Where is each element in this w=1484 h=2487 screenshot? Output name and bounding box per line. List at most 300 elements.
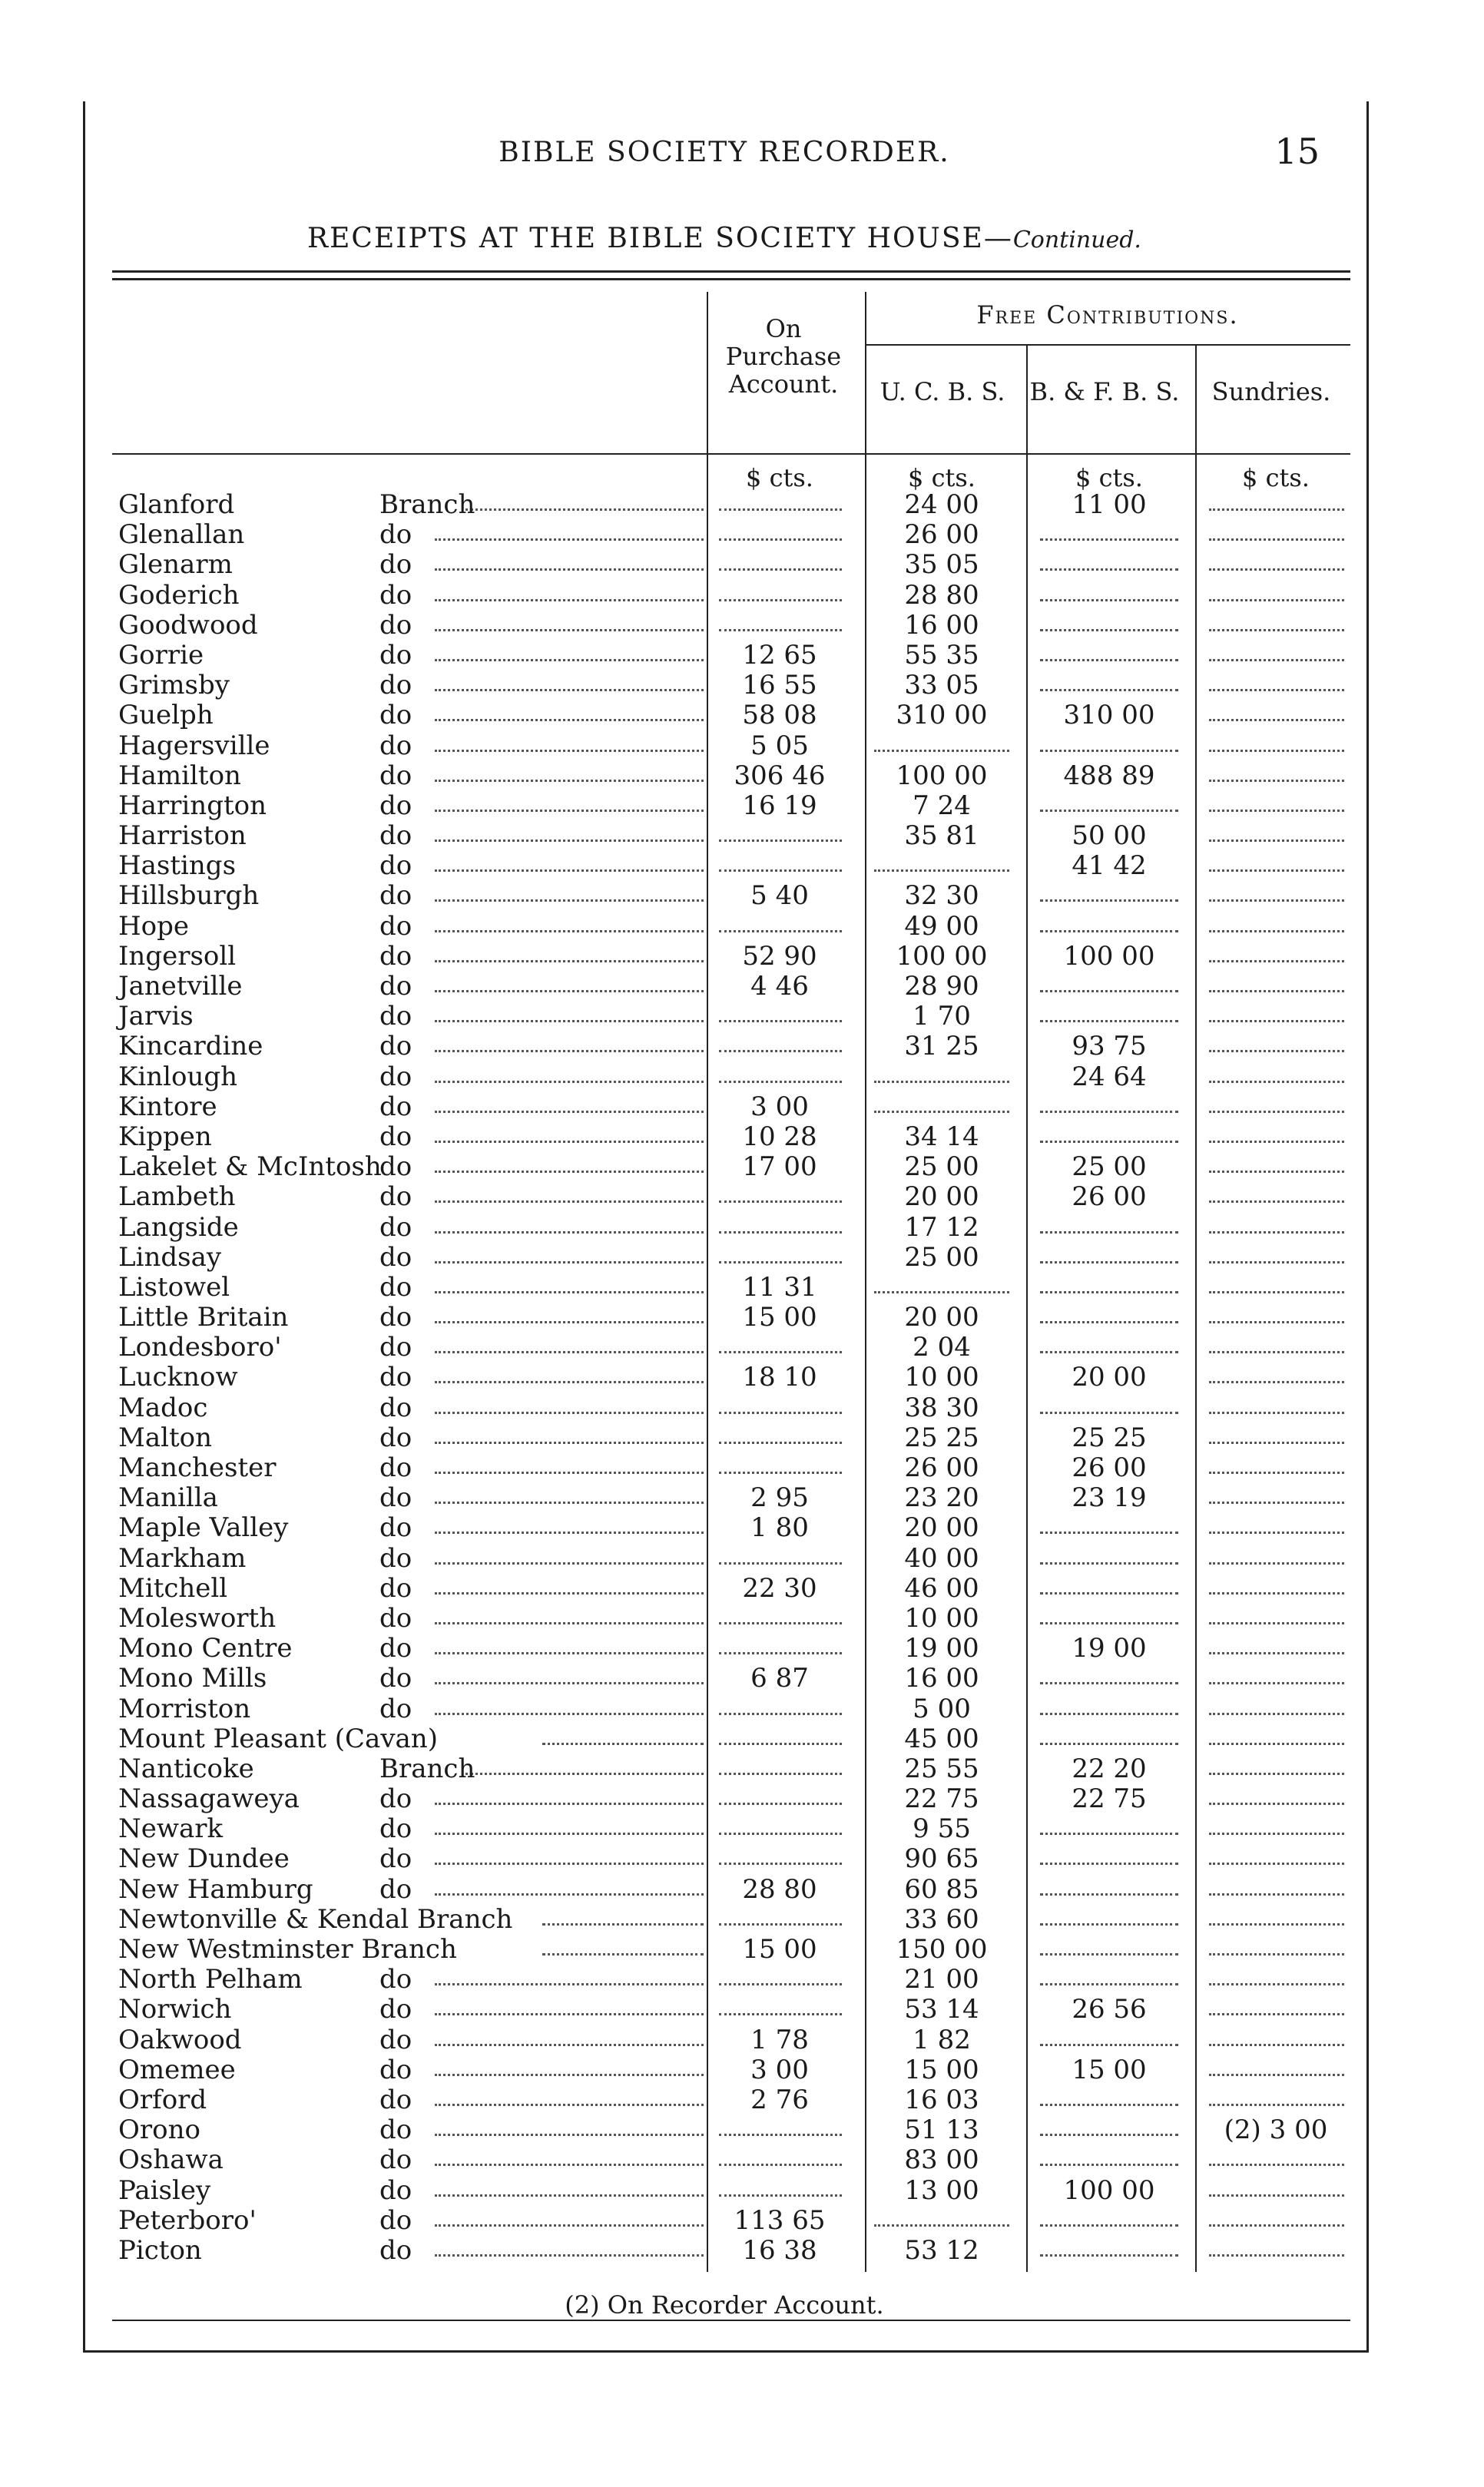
dot-leader bbox=[435, 1682, 704, 1684]
row-name: Goderich bbox=[118, 579, 240, 611]
dot-leader bbox=[1209, 780, 1344, 782]
table-row bbox=[112, 1213, 1350, 1243]
row-bfbs: 25 00 bbox=[1072, 1151, 1147, 1183]
row-purchase: 11 31 bbox=[742, 1271, 817, 1303]
dot-leader bbox=[435, 1381, 704, 1383]
dot-leader bbox=[1209, 930, 1344, 932]
row-branch: do bbox=[379, 1061, 412, 1092]
dot-leader bbox=[719, 1923, 842, 1926]
row-name: Manilla bbox=[118, 1482, 218, 1514]
header-purchase: On Purchase Account. bbox=[725, 314, 842, 399]
row-bfbs: 93 75 bbox=[1072, 1031, 1147, 1062]
row-branch: do bbox=[379, 1512, 412, 1544]
dot-leader bbox=[1040, 2044, 1178, 2046]
table-row bbox=[112, 1303, 1350, 1333]
dot-leader bbox=[1209, 719, 1344, 721]
row-branch: do bbox=[379, 1241, 412, 1273]
dot-leader bbox=[435, 1291, 704, 1293]
dot-leader bbox=[1209, 1081, 1344, 1083]
dot-leader bbox=[719, 1803, 842, 1805]
row-ucbs: 19 00 bbox=[904, 1633, 979, 1664]
row-name: Hastings bbox=[118, 850, 237, 882]
dot-leader bbox=[1040, 1833, 1178, 1835]
row-branch: do bbox=[379, 1843, 412, 1875]
row-branch: do bbox=[379, 910, 412, 942]
row-bfbs: 488 89 bbox=[1063, 760, 1155, 791]
dot-leader bbox=[719, 599, 842, 601]
dot-leader bbox=[435, 990, 704, 992]
row-name: Omemee bbox=[118, 2054, 236, 2085]
dot-leader bbox=[1209, 1622, 1344, 1624]
dot-leader bbox=[1209, 2254, 1344, 2257]
row-branch: do bbox=[379, 519, 412, 551]
row-branch: do bbox=[379, 1633, 412, 1664]
table-row bbox=[112, 2236, 1350, 2266]
dot-leader bbox=[1209, 1050, 1344, 1052]
dot-leader bbox=[435, 1020, 704, 1022]
units-purchase: $ cts. bbox=[746, 463, 813, 492]
dot-leader bbox=[1040, 599, 1178, 601]
row-branch: do bbox=[379, 1964, 412, 1995]
row-purchase: 15 00 bbox=[742, 1302, 817, 1333]
table-rule-bottom bbox=[112, 2320, 1350, 2321]
dot-leader bbox=[1040, 659, 1178, 661]
table-row bbox=[112, 641, 1350, 671]
row-branch: do bbox=[379, 609, 412, 641]
row-name: Peterboro' bbox=[118, 2204, 257, 2236]
dot-leader bbox=[1209, 1713, 1344, 1715]
dot-leader bbox=[435, 1893, 704, 1896]
row-ucbs: 25 55 bbox=[904, 1753, 979, 1784]
dot-leader bbox=[1209, 1983, 1344, 1985]
dot-leader bbox=[1040, 629, 1178, 631]
row-name: Oakwood bbox=[118, 2024, 242, 2055]
table-row bbox=[112, 1814, 1350, 1844]
row-ucbs: 1 82 bbox=[913, 2024, 971, 2055]
dot-leader bbox=[719, 629, 842, 631]
dot-leader bbox=[1040, 1412, 1178, 1414]
dot-leader bbox=[435, 899, 704, 902]
row-bfbs: 50 00 bbox=[1072, 820, 1147, 852]
dot-leader bbox=[435, 599, 704, 601]
row-name: Maple Valley bbox=[118, 1512, 289, 1544]
dot-leader bbox=[435, 1833, 704, 1835]
dot-leader bbox=[1209, 750, 1344, 752]
row-ucbs: 15 00 bbox=[904, 2054, 979, 2085]
row-ucbs: 49 00 bbox=[904, 910, 979, 942]
dot-leader bbox=[1040, 1682, 1178, 1684]
row-name: Kincardine bbox=[118, 1031, 263, 1062]
table-row bbox=[112, 1604, 1350, 1634]
dot-leader bbox=[435, 1141, 704, 1143]
row-bfbs: 19 00 bbox=[1072, 1633, 1147, 1664]
row-name: New Westminster Branch bbox=[118, 1934, 457, 1965]
row-purchase: 18 10 bbox=[742, 1362, 817, 1393]
dot-leader bbox=[719, 1412, 842, 1414]
table-row bbox=[112, 1574, 1350, 1604]
dot-leader bbox=[1209, 2164, 1344, 2166]
header-rule-top-double bbox=[112, 278, 1350, 280]
row-bfbs: 41 42 bbox=[1072, 850, 1147, 882]
row-purchase: 2 95 bbox=[750, 1482, 809, 1514]
row-branch: do bbox=[379, 670, 412, 701]
dot-leader bbox=[435, 1081, 704, 1083]
dot-leader bbox=[1040, 810, 1178, 812]
row-ucbs: 55 35 bbox=[904, 639, 979, 671]
dot-leader bbox=[1209, 1652, 1344, 1654]
dot-leader bbox=[719, 1833, 842, 1835]
row-name: Glanford bbox=[118, 489, 235, 520]
header-bfbs: B. & F. B. S. bbox=[1029, 377, 1180, 406]
row-branch: do bbox=[379, 1001, 412, 1032]
dot-leader bbox=[1040, 2104, 1178, 2106]
dot-leader bbox=[435, 1803, 704, 1805]
table-row bbox=[112, 1784, 1350, 1814]
dot-leader bbox=[1209, 1231, 1344, 1234]
row-ucbs: 16 03 bbox=[904, 2084, 979, 2115]
table-row bbox=[112, 1092, 1350, 1122]
dot-leader bbox=[435, 1171, 704, 1173]
row-ucbs: 35 05 bbox=[904, 549, 979, 581]
row-branch: do bbox=[379, 1392, 412, 1423]
row-ucbs: 32 30 bbox=[904, 880, 979, 912]
row-purchase: 28 80 bbox=[742, 1873, 817, 1905]
row-branch: do bbox=[379, 1091, 412, 1122]
dot-leader bbox=[1040, 689, 1178, 691]
dot-leader bbox=[435, 1713, 704, 1715]
table-row bbox=[112, 1664, 1350, 1694]
dot-leader bbox=[719, 1983, 842, 1985]
row-purchase: 17 00 bbox=[742, 1151, 817, 1183]
row-ucbs: 53 12 bbox=[904, 2234, 979, 2266]
dot-leader bbox=[1209, 659, 1344, 661]
dot-leader bbox=[719, 1472, 842, 1474]
dot-leader bbox=[1040, 1261, 1178, 1263]
row-ucbs: 20 00 bbox=[904, 1181, 979, 1213]
row-name: Kippen bbox=[118, 1121, 212, 1152]
dot-leader bbox=[1209, 839, 1344, 842]
row-ucbs: 2 04 bbox=[913, 1332, 971, 1363]
table-row bbox=[112, 1483, 1350, 1513]
row-bfbs: 26 56 bbox=[1072, 1994, 1147, 2025]
dot-leader bbox=[1209, 1111, 1344, 1113]
dot-leader bbox=[435, 1502, 704, 1504]
dot-leader bbox=[1040, 990, 1178, 992]
row-ucbs: 28 90 bbox=[904, 971, 979, 1002]
row-purchase: 5 40 bbox=[750, 880, 809, 912]
dot-leader bbox=[1209, 538, 1344, 541]
row-name: Little Britain bbox=[118, 1302, 289, 1333]
row-branch: do bbox=[379, 639, 412, 671]
dot-leader bbox=[1209, 1442, 1344, 1444]
row-name: Morriston bbox=[118, 1693, 251, 1724]
row-name: Gorrie bbox=[118, 639, 204, 671]
row-branch: do bbox=[379, 579, 412, 611]
row-branch: do bbox=[379, 2174, 412, 2206]
row-purchase: 10 28 bbox=[742, 1121, 817, 1152]
dot-leader bbox=[435, 1321, 704, 1323]
table-row bbox=[112, 2055, 1350, 2085]
table-row bbox=[112, 520, 1350, 550]
row-purchase: 1 80 bbox=[750, 1512, 809, 1544]
dot-leader bbox=[435, 2134, 704, 2136]
row-bfbs: 100 00 bbox=[1063, 940, 1155, 972]
dot-leader bbox=[1040, 1923, 1178, 1926]
dot-leader bbox=[719, 839, 842, 842]
row-ucbs: 100 00 bbox=[896, 760, 988, 791]
dot-leader bbox=[1209, 1682, 1344, 1684]
table-row bbox=[112, 671, 1350, 700]
receipts-table bbox=[112, 490, 1350, 2266]
dot-leader bbox=[542, 1743, 704, 1745]
row-branch: do bbox=[379, 1663, 412, 1694]
running-head bbox=[83, 131, 1366, 184]
row-purchase: 3 00 bbox=[750, 2054, 809, 2085]
row-branch: do bbox=[379, 940, 412, 972]
row-name: Markham bbox=[118, 1542, 247, 1574]
row-purchase: 12 65 bbox=[742, 639, 817, 671]
dot-leader bbox=[874, 1081, 1009, 1083]
row-branch: do bbox=[379, 549, 412, 581]
dot-leader bbox=[1209, 960, 1344, 962]
row-branch: do bbox=[379, 1813, 412, 1845]
dot-leader bbox=[719, 568, 842, 571]
row-purchase: 16 55 bbox=[742, 670, 817, 701]
row-name: Molesworth bbox=[118, 1602, 277, 1634]
table-row bbox=[112, 1754, 1350, 1784]
row-ucbs: 33 60 bbox=[904, 1903, 979, 1935]
table-row bbox=[112, 1905, 1350, 1935]
dot-leader bbox=[435, 659, 704, 661]
row-name: Hagersville bbox=[118, 730, 270, 761]
table-row bbox=[112, 1273, 1350, 1303]
dot-leader bbox=[1209, 1562, 1344, 1565]
row-name: Nassagaweya bbox=[118, 1783, 300, 1815]
row-branch: do bbox=[379, 850, 412, 882]
row-ucbs: 40 00 bbox=[904, 1542, 979, 1574]
dot-leader bbox=[542, 1953, 704, 1955]
dot-leader bbox=[435, 780, 704, 782]
row-name: Malton bbox=[118, 1422, 212, 1453]
table-row bbox=[112, 1844, 1350, 1874]
dot-leader bbox=[719, 1652, 842, 1654]
dot-leader bbox=[874, 869, 1009, 872]
dot-leader bbox=[1040, 1562, 1178, 1565]
row-name: Lambeth bbox=[118, 1181, 236, 1213]
dot-leader bbox=[719, 1562, 842, 1565]
dot-leader bbox=[435, 1442, 704, 1444]
table-row bbox=[112, 2176, 1350, 2206]
dot-leader bbox=[435, 869, 704, 872]
dot-leader bbox=[1209, 2013, 1344, 2015]
dot-leader bbox=[1040, 2164, 1178, 2166]
dot-leader bbox=[435, 1863, 704, 1865]
row-branch: do bbox=[379, 1422, 412, 1453]
dot-leader bbox=[1040, 1231, 1178, 1234]
dot-leader bbox=[435, 689, 704, 691]
dot-leader bbox=[719, 1743, 842, 1745]
dot-leader bbox=[1040, 1291, 1178, 1293]
dot-leader bbox=[719, 1200, 842, 1203]
dot-leader bbox=[719, 1863, 842, 1865]
dot-leader bbox=[435, 810, 704, 812]
dot-leader bbox=[435, 538, 704, 541]
dot-leader bbox=[1209, 1412, 1344, 1414]
row-purchase: 15 00 bbox=[742, 1934, 817, 1965]
dot-leader bbox=[874, 750, 1009, 752]
dot-leader bbox=[1209, 1472, 1344, 1474]
row-branch: do bbox=[379, 1302, 412, 1333]
row-branch: do bbox=[379, 1873, 412, 1905]
row-branch: do bbox=[379, 1211, 412, 1243]
section-title-continued: Continued. bbox=[1012, 227, 1141, 253]
row-name: Grimsby bbox=[118, 670, 230, 701]
row-ucbs: 51 13 bbox=[904, 2114, 979, 2146]
dot-leader bbox=[435, 1412, 704, 1414]
row-ucbs: 25 25 bbox=[904, 1422, 979, 1453]
dot-leader bbox=[719, 930, 842, 932]
row-branch: do bbox=[379, 2144, 412, 2176]
row-name: Mitchell bbox=[118, 1572, 228, 1604]
row-ucbs: 22 75 bbox=[904, 1783, 979, 1815]
dot-leader bbox=[1209, 2104, 1344, 2106]
row-ucbs: 60 85 bbox=[904, 1873, 979, 1905]
dot-leader bbox=[1209, 1592, 1344, 1595]
row-branch: Branch bbox=[379, 489, 475, 520]
table-row bbox=[112, 791, 1350, 821]
dot-leader bbox=[435, 1261, 704, 1263]
dot-leader bbox=[1209, 1291, 1344, 1293]
row-bfbs: 23 19 bbox=[1072, 1482, 1147, 1514]
row-bfbs: 100 00 bbox=[1063, 2174, 1155, 2206]
row-name: Goodwood bbox=[118, 609, 258, 641]
row-name: Paisley bbox=[118, 2174, 211, 2206]
row-name: Kinlough bbox=[118, 1061, 238, 1092]
table-row bbox=[112, 2115, 1350, 2145]
dot-leader bbox=[719, 1050, 842, 1052]
table-row bbox=[112, 581, 1350, 611]
dot-leader bbox=[1040, 2134, 1178, 2136]
row-branch: do bbox=[379, 971, 412, 1002]
table-row bbox=[112, 700, 1350, 730]
row-purchase: 6 87 bbox=[750, 1663, 809, 1694]
row-branch: do bbox=[379, 1332, 412, 1363]
row-branch: do bbox=[379, 1271, 412, 1303]
table-row bbox=[112, 912, 1350, 942]
row-name: North Pelham bbox=[118, 1964, 303, 1995]
table-row bbox=[112, 1995, 1350, 2025]
row-branch: do bbox=[379, 820, 412, 852]
footnote: (2) On Recorder Account. bbox=[565, 2290, 884, 2320]
row-name: Harriston bbox=[118, 820, 247, 852]
row-branch: do bbox=[379, 1121, 412, 1152]
dot-leader bbox=[1209, 1171, 1344, 1173]
dot-leader bbox=[435, 1231, 704, 1234]
table-row bbox=[112, 851, 1350, 881]
table-row bbox=[112, 1423, 1350, 1453]
row-name: New Hamburg bbox=[118, 1873, 313, 1905]
dot-leader bbox=[1209, 1141, 1344, 1143]
row-ucbs: 38 30 bbox=[904, 1392, 979, 1423]
row-ucbs: 21 00 bbox=[904, 1964, 979, 1995]
dot-leader bbox=[1040, 1321, 1178, 1323]
dot-leader bbox=[1209, 1502, 1344, 1504]
row-ucbs: 83 00 bbox=[904, 2144, 979, 2176]
row-branch: do bbox=[379, 1181, 412, 1213]
dot-leader bbox=[719, 1713, 842, 1715]
section-title bbox=[83, 223, 1366, 254]
row-bfbs: 26 00 bbox=[1072, 1181, 1147, 1213]
row-branch: do bbox=[379, 2204, 412, 2236]
dot-leader bbox=[1209, 1261, 1344, 1263]
row-purchase: 2 76 bbox=[750, 2084, 809, 2115]
dot-leader bbox=[1209, 1020, 1344, 1022]
table-row bbox=[112, 1062, 1350, 1092]
row-purchase: 306 46 bbox=[734, 760, 826, 791]
row-branch: do bbox=[379, 2024, 412, 2055]
dot-leader bbox=[1209, 629, 1344, 631]
dot-leader bbox=[435, 629, 704, 631]
dot-leader bbox=[435, 2013, 704, 2015]
table-row bbox=[112, 490, 1350, 520]
dot-leader bbox=[435, 2194, 704, 2197]
dot-leader bbox=[435, 1983, 704, 1985]
row-purchase: 113 65 bbox=[734, 2204, 826, 2236]
dot-leader bbox=[1209, 2194, 1344, 2197]
row-name: Glenallan bbox=[118, 519, 245, 551]
dot-leader bbox=[1040, 538, 1178, 541]
row-purchase: 52 90 bbox=[742, 940, 817, 972]
dot-leader bbox=[1209, 599, 1344, 601]
dot-leader bbox=[1209, 1532, 1344, 1534]
table-row bbox=[112, 1152, 1350, 1182]
table-row bbox=[112, 1965, 1350, 1995]
row-name: Manchester bbox=[118, 1452, 277, 1483]
dot-leader bbox=[1040, 1743, 1178, 1745]
row-branch: do bbox=[379, 1602, 412, 1634]
dot-leader bbox=[435, 719, 704, 721]
dot-leader bbox=[435, 1592, 704, 1595]
dot-leader bbox=[1209, 1803, 1344, 1805]
dot-leader bbox=[1040, 930, 1178, 932]
table-row bbox=[112, 972, 1350, 1002]
dot-leader bbox=[435, 1351, 704, 1353]
row-name: Orford bbox=[118, 2084, 207, 2115]
row-name: Ingersoll bbox=[118, 940, 237, 972]
dot-leader bbox=[435, 2104, 704, 2106]
table-row bbox=[112, 881, 1350, 911]
dot-leader bbox=[435, 2164, 704, 2166]
dot-leader bbox=[435, 1472, 704, 1474]
row-ucbs: 34 14 bbox=[904, 1121, 979, 1152]
row-name: Lucknow bbox=[118, 1362, 238, 1393]
row-purchase: 3 00 bbox=[750, 1091, 809, 1122]
dot-leader bbox=[1209, 1863, 1344, 1865]
row-ucbs: 35 81 bbox=[904, 820, 979, 852]
dot-leader bbox=[1209, 1200, 1344, 1203]
dot-leader bbox=[719, 2164, 842, 2166]
dot-leader bbox=[1040, 1983, 1178, 1985]
dot-leader bbox=[719, 1081, 842, 1083]
page-number: 15 bbox=[1274, 131, 1320, 172]
row-name: Norwich bbox=[118, 1994, 232, 2025]
row-ucbs: 310 00 bbox=[896, 700, 988, 731]
row-name: New Dundee bbox=[118, 1843, 290, 1875]
dot-leader bbox=[435, 960, 704, 962]
row-ucbs: 46 00 bbox=[904, 1572, 979, 1604]
row-name: Hope bbox=[118, 910, 190, 942]
table-row bbox=[112, 1724, 1350, 1754]
